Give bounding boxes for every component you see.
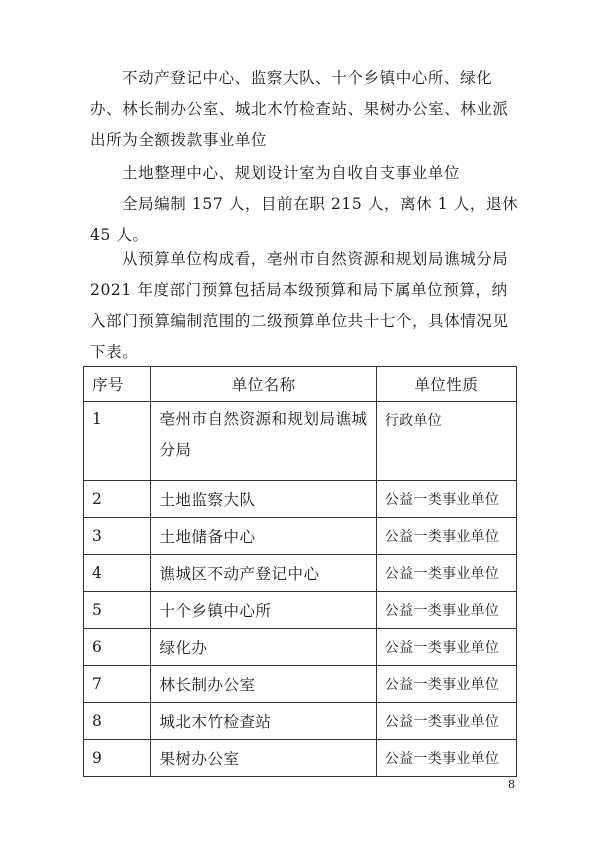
cell-serial-number: 8 (84, 703, 151, 740)
table-row (84, 555, 517, 592)
table-header-row (84, 367, 517, 402)
cell-unit-type: 公益一类事业单位 (376, 666, 516, 703)
cell-unit-name: 谯城区不动产登记中心 (151, 555, 376, 592)
cell-unit-name: 绿化办 (151, 629, 376, 666)
cell-unit-type: 行政单位 (376, 402, 516, 481)
cell-unit-name: 城北木竹检查站 (151, 703, 376, 740)
cell-unit-name: 果树办公室 (151, 740, 376, 777)
paragraph-full-funded-units: 不动产登记中心、监察大队、十个乡镇中心所、绿化办、林长制办公室、城北木竹检查站、果树办公室、林业派出所为全额拨款事业单位 (90, 69, 509, 149)
page-number: 8 (508, 778, 515, 791)
cell-unit-name: 土地储备中心 (151, 518, 376, 555)
paragraph-budget-composition: 从预算单位构成看，亳州市自然资源和规划局谯城分局 2021 年度部门预算包括局本级预算和局下属单位预算，纳入部门预算编制范围的二级预算单位共十七个，具体情况见下表。 (90, 250, 509, 361)
header-unit-name: 单位名称 (151, 367, 376, 402)
table-row (84, 402, 517, 481)
cell-serial-number: 3 (84, 518, 151, 555)
table-row (84, 740, 517, 777)
cell-unit-name: 林长制办公室 (151, 666, 376, 703)
cell-unit-type: 公益一类事业单位 (376, 740, 516, 777)
cell-serial-number: 6 (84, 629, 151, 666)
cell-unit-type: 公益一类事业单位 (376, 481, 516, 518)
cell-serial-number: 2 (84, 481, 151, 518)
cell-unit-type: 公益一类事业单位 (376, 703, 516, 740)
table-row (84, 481, 517, 518)
table-row (84, 666, 517, 703)
cell-serial-number: 5 (84, 592, 151, 629)
cell-unit-type: 公益一类事业单位 (376, 518, 516, 555)
paragraph-self-funded-units: 土地整理中心、规划设计室为自收自支事业单位 (122, 164, 461, 182)
header-unit-type: 单位性质 (376, 367, 516, 402)
cell-serial-number: 7 (84, 666, 151, 703)
cell-serial-number: 1 (84, 402, 151, 481)
cell-unit-name: 亳州市自然资源和规划局谯城分局 (151, 402, 376, 481)
cell-serial-number: 9 (84, 740, 151, 777)
cell-serial-number: 4 (84, 555, 151, 592)
cell-unit-type: 公益一类事业单位 (376, 592, 516, 629)
cell-unit-type: 公益一类事业单位 (376, 555, 516, 592)
table-row (84, 629, 517, 666)
budget-units-table (83, 366, 517, 777)
table-row (84, 518, 517, 555)
table-row (84, 592, 517, 629)
cell-unit-type: 公益一类事业单位 (376, 629, 516, 666)
cell-unit-name: 十个乡镇中心所 (151, 592, 376, 629)
paragraph-staffing: 全局编制 157 人，目前在职 215 人，离休 1 人，退休 45 人。 (90, 195, 519, 244)
header-serial-number: 序号 (84, 367, 151, 402)
table-row (84, 703, 517, 740)
cell-unit-name: 土地监察大队 (151, 481, 376, 518)
